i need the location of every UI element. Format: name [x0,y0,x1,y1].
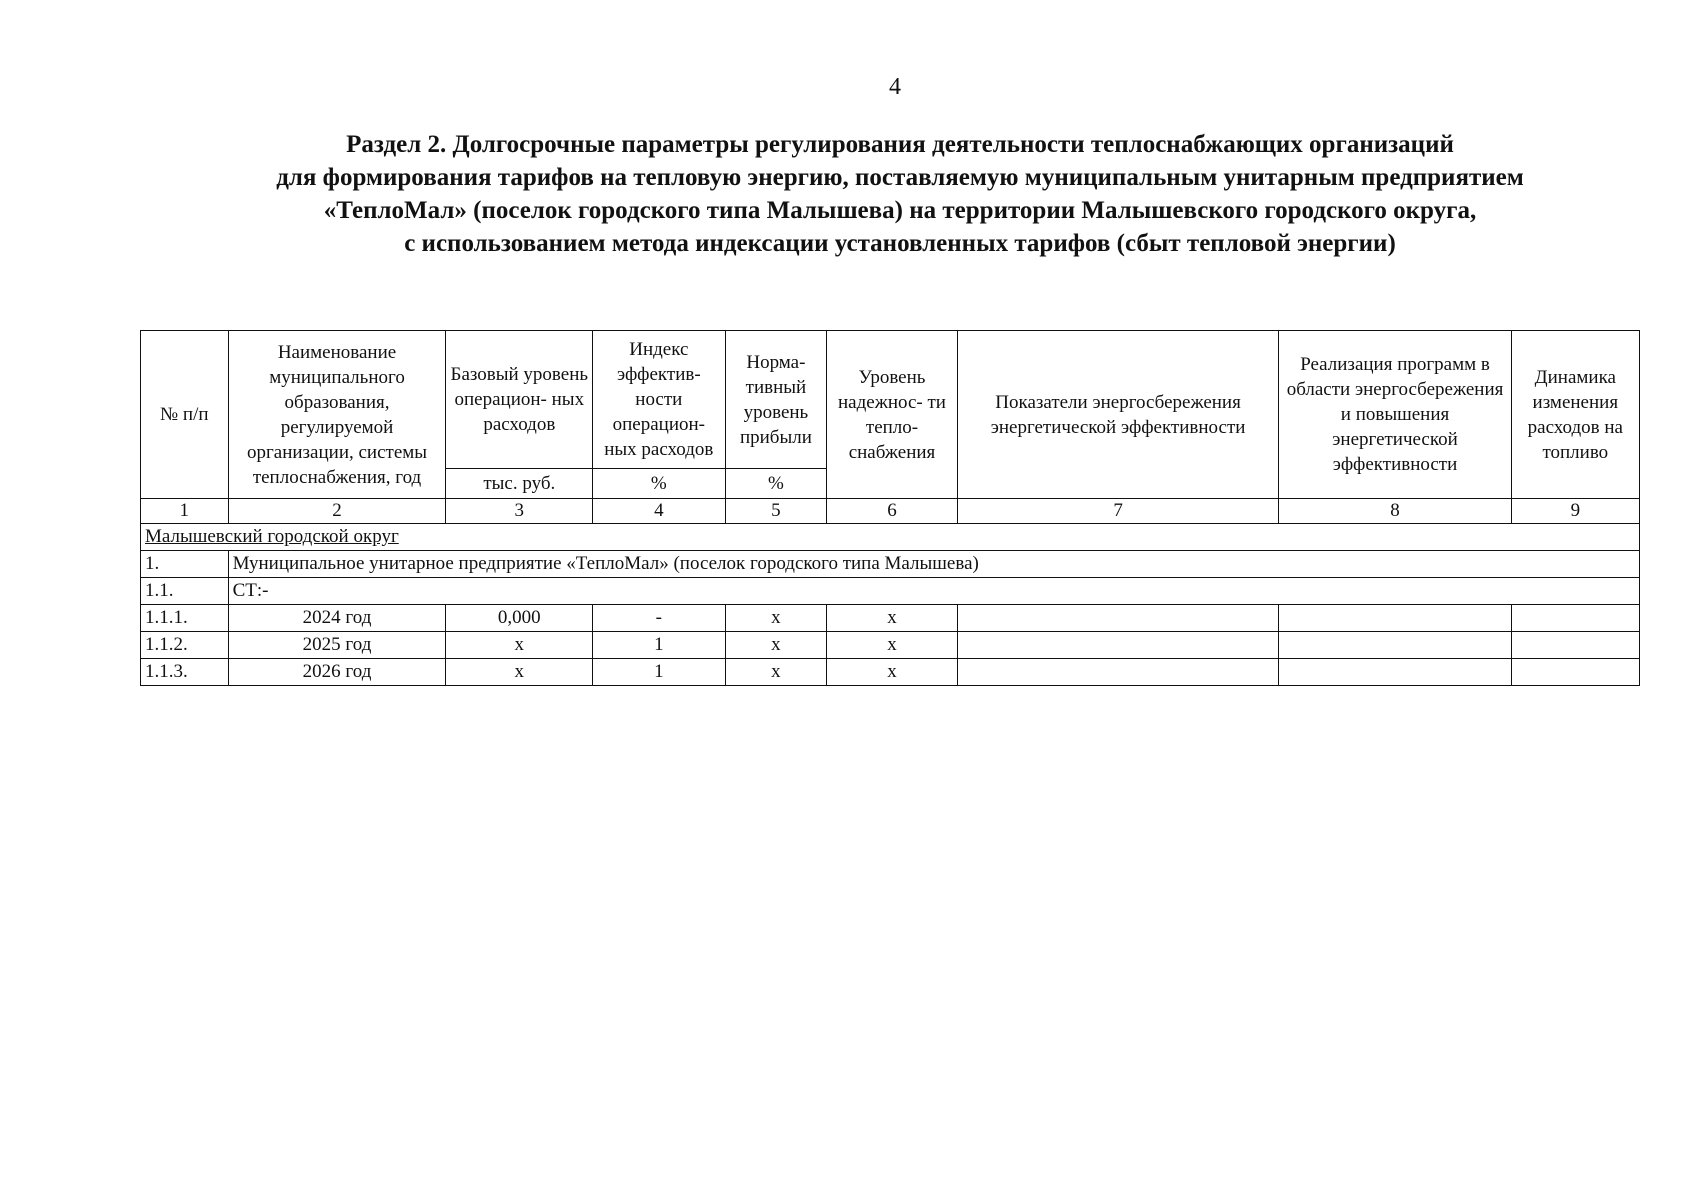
row-num: 1.1.3. [141,659,229,686]
column-number: 5 [725,499,827,524]
region-row [141,524,1640,551]
column-number: 9 [1511,499,1639,524]
column-number: 7 [957,499,1279,524]
org-name: Муниципальное унитарное предприятие «ТеплоМал» (поселок городского типа Малышева) [228,551,1639,578]
header-row [141,331,1640,469]
system-row [141,578,1640,605]
column-number: 8 [1279,499,1511,524]
parameters-table [140,330,1640,686]
column-number: 4 [593,499,725,524]
unit-base-level: тыс. руб. [446,469,593,499]
header-profit-level: Норма- тивный уровень прибыли [725,331,827,469]
header-energy-indicators: Показатели энергосбережения энергетической эффективности [957,331,1279,499]
title-line-1: Раздел 2. Долгосрочные параметры регулирования деятельности теплоснабжающих организаций [346,131,1454,158]
row-year: 2026 год [228,659,446,686]
row-reliability: x [827,659,957,686]
org-row [141,551,1640,578]
title-line-2: для формирования тарифов на тепловую энергию, поставляемую муниципальным унитарным предприятием [276,164,1524,191]
row-energy-programs [1279,659,1511,686]
header-base-level: Базовый уровень операцион- ных расходов [446,331,593,469]
row-profit-level: x [725,632,827,659]
page-number: 4 [889,74,901,100]
row-reliability: x [827,605,957,632]
row-base-level: x [446,659,593,686]
header-energy-programs: Реализация программ в области энергосбережения и повышения энергетической эффективности [1279,331,1511,499]
row-energy-programs [1279,605,1511,632]
header-num: № п/п [141,331,229,499]
row-energy-programs [1279,632,1511,659]
table-row [141,605,1640,632]
header-reliability: Уровень надежнос- ти тепло- снабжения [827,331,957,499]
row-energy-indicators [957,632,1279,659]
org-num: 1. [141,551,229,578]
column-number: 2 [228,499,446,524]
row-efficiency-index: - [593,605,725,632]
row-num: 1.1.1. [141,605,229,632]
title-line-3: «ТеплоМал» (поселок городского типа Малышева) на территории Малышевского городского округа, [323,197,1477,224]
table-row [141,659,1640,686]
row-profit-level: x [725,605,827,632]
row-fuel-dynamics [1511,659,1639,686]
row-energy-indicators [957,605,1279,632]
row-year: 2024 год [228,605,446,632]
section-title [140,128,1660,260]
column-number: 1 [141,499,229,524]
row-base-level: x [446,632,593,659]
title-line-4: с использованием метода индексации установленных тарифов (сбыт тепловой энергии) [404,230,1396,257]
region-name: Малышевский городской округ [141,524,1640,551]
row-energy-indicators [957,659,1279,686]
row-year: 2025 год [228,632,446,659]
row-reliability: x [827,632,957,659]
unit-profit-level: % [725,469,827,499]
row-fuel-dynamics [1511,605,1639,632]
column-numbers-row [141,499,1640,524]
unit-efficiency-index: % [593,469,725,499]
row-num: 1.1.2. [141,632,229,659]
row-base-level: 0,000 [446,605,593,632]
header-name: Наименование муниципального образования, регулируемой организации, системы теплоснабжения, год [228,331,446,499]
system-num: 1.1. [141,578,229,605]
row-fuel-dynamics [1511,632,1639,659]
row-efficiency-index: 1 [593,632,725,659]
row-efficiency-index: 1 [593,659,725,686]
row-profit-level: x [725,659,827,686]
header-efficiency-index: Индекс эффектив- ности операцион- ных расходов [593,331,725,469]
table-row [141,632,1640,659]
column-number: 3 [446,499,593,524]
header-fuel-dynamics: Динамика изменения расходов на топливо [1511,331,1639,499]
column-number: 6 [827,499,957,524]
system-name: СТ:- [228,578,1639,605]
